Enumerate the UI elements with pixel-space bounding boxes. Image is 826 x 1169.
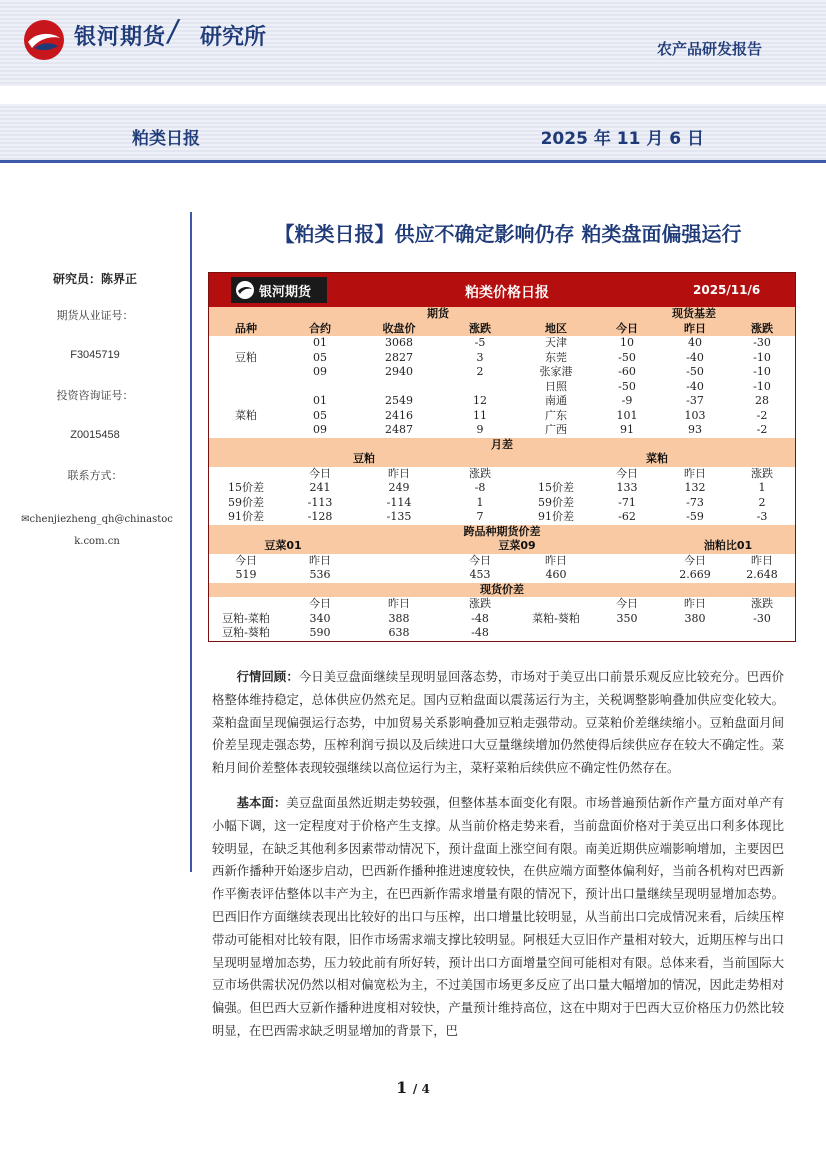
region-cell: 日照 [545, 379, 567, 393]
spot-spread-label: 现货价差 [209, 583, 795, 598]
basis-today-cell: -9 [621, 394, 633, 408]
table-header [209, 273, 795, 307]
page-number [0, 1078, 826, 1097]
futures-rows [209, 336, 795, 438]
col-today: 今日 [309, 597, 331, 611]
close-cell: 2416 [385, 408, 413, 422]
spread-soy-today-cell: 241 [309, 481, 331, 495]
col-yday: 昨日 [684, 597, 706, 611]
col-chg: 涨跌 [751, 597, 773, 611]
region-cell: 东莞 [545, 350, 567, 364]
month-spread-header [209, 438, 795, 453]
col-chg: 涨跌 [469, 466, 491, 480]
product-cell [209, 365, 283, 380]
spot-a-yday-cell: 638 [388, 626, 410, 640]
spread-rape-name-cell: 91价差 [538, 510, 574, 524]
col-today: 今日 [616, 466, 638, 480]
spot-b-yday-cell [661, 626, 729, 641]
col-header: 今日 [593, 322, 661, 337]
invest-label: 投资咨询证号： [56, 389, 134, 402]
spread-soy-yday-cell: -135 [386, 510, 412, 524]
cross-spread-values [209, 568, 795, 583]
product-cell [209, 394, 283, 409]
invest-number: Z0015458 [70, 429, 120, 441]
spot-b-today-cell: 350 [616, 611, 638, 625]
basis-change-cell: -10 [753, 365, 771, 379]
daily-name: 粕类日报 [132, 129, 200, 149]
col-chg: 涨跌 [469, 597, 491, 611]
spot-b-name-cell: 菜粕-葵粕 [532, 611, 580, 625]
spread-rape-name-cell: 59价差 [538, 495, 574, 509]
product-cell: 豆粕 [235, 350, 257, 364]
spot-a-today-cell: 340 [309, 611, 331, 625]
sidebar-divider [190, 212, 192, 872]
col-yday: 昨日 [751, 553, 773, 567]
col-header: 合约 [283, 322, 357, 337]
futures-group-header [209, 307, 795, 322]
spot-a-chg-cell: -48 [471, 626, 489, 640]
col-header: 收盘价 [357, 322, 441, 337]
basis-change-cell: -2 [756, 423, 768, 437]
cross-spread-col-header [209, 554, 795, 569]
basis-yday-cell: 103 [684, 408, 706, 422]
col-today: 今日 [235, 553, 257, 567]
analyst-sidebar [0, 270, 190, 553]
month-spread-row [209, 510, 795, 525]
basis-change-cell: -30 [753, 336, 771, 350]
cross-c-name: 油粕比01 [661, 539, 795, 554]
col-header: 地区 [519, 322, 593, 337]
spread-rape-today-cell: 133 [616, 481, 638, 495]
cross-b-yday: 460 [545, 568, 567, 582]
page-total: / 4 [412, 1082, 430, 1096]
spot-b-name-cell [519, 626, 593, 641]
spot-spread-row [209, 612, 795, 627]
spread-soy-name-cell: 59价差 [228, 495, 264, 509]
col-today: 今日 [469, 553, 491, 567]
futures-row [209, 394, 795, 409]
soy-label: 豆粕 [209, 452, 519, 467]
basis-change-cell: -10 [753, 379, 771, 393]
basis-yday-cell: -50 [686, 365, 704, 379]
month-spread-rows [209, 481, 795, 525]
col-header: 涨跌 [729, 322, 795, 337]
page-title: 【粕类日报】供应不确定影响仍存 粕类盘面偏强运行 [274, 222, 742, 246]
futures-col-header [209, 322, 795, 337]
table-title: 粕类价格日报 [465, 285, 549, 301]
report-type: 农产品研发报告 [656, 40, 762, 58]
basis-change-cell: -2 [756, 408, 768, 422]
basis-yday-cell: -40 [686, 350, 704, 364]
spread-rape-yday-cell: -73 [686, 495, 704, 509]
col-yday: 昨日 [684, 466, 706, 480]
col-today: 今日 [616, 597, 638, 611]
brand-separator: / [164, 14, 182, 49]
month-spread-col-header [209, 467, 795, 482]
product-cell: 菜粕 [235, 408, 257, 422]
spread-rape-name-cell: 15价差 [538, 481, 574, 495]
spot-a-yday-cell: 388 [388, 611, 410, 625]
spot-b-chg-cell: -30 [753, 611, 771, 625]
license-label: 期货从业证号： [56, 309, 134, 322]
region-cell: 广西 [545, 423, 567, 437]
close-cell: 2487 [385, 423, 413, 437]
spot-a-today-cell: 590 [309, 626, 331, 640]
market-review-text: 今日美豆盘面继续呈现明显回落态势，市场对于美豆出口前景乐观反应比较充分。巴西价格整体维持稳定，总体供应仍然充足。国内豆粕盘面以震荡运行为主，关税调整影响叠加供应变化较大。菜粕盘面呈现偏强运行态势，中加贸易关系影响叠加豆粕走强带动。豆菜粕价差继续缩小。豆粕盘面月间价差呈现走强态势，压榨利润亏损以及后续进口大豆量继续增加仍然使得后续供应存在较大不确定性。菜粕月间价差整体表现较强继续以高位运行为主，菜籽菜粕后续供应不确定性仍然存在。 [212, 670, 784, 776]
col-today: 今日 [684, 553, 706, 567]
col-today: 今日 [309, 466, 331, 480]
product-cell [209, 336, 283, 351]
futures-row [209, 380, 795, 395]
futures-row [209, 351, 795, 366]
region-cell: 张家港 [539, 365, 573, 379]
spread-soy-today-cell: -128 [307, 510, 333, 524]
license-number: F3045719 [70, 349, 120, 361]
spread-soy-yday-cell: 249 [388, 481, 410, 495]
table-logo [231, 277, 327, 303]
cross-a-name: 豆菜01 [209, 539, 357, 554]
price-table [208, 272, 796, 642]
spread-soy-name-cell: 15价差 [228, 481, 264, 495]
spot-b-yday-cell: 380 [684, 611, 706, 625]
futures-row [209, 365, 795, 380]
basis-today-cell: 91 [620, 423, 634, 437]
col-yday: 昨日 [388, 466, 410, 480]
contract-cell: 01 [313, 394, 327, 408]
change-cell: -5 [474, 336, 486, 350]
spot-spread-header [209, 583, 795, 598]
basis-today-cell: 10 [620, 336, 634, 350]
brand-department: 研究所 [200, 25, 267, 50]
region-cell: 天津 [545, 336, 567, 350]
change-cell: 3 [476, 350, 484, 364]
contact-label: 联系方式： [67, 469, 123, 482]
galaxy-logo-icon [22, 18, 66, 62]
cross-b-name: 豆菜09 [441, 539, 593, 554]
spot-a-name-cell: 豆粕-葵粕 [222, 626, 270, 640]
spread-rape-chg-cell: -3 [756, 510, 768, 524]
cross-spread-header [209, 525, 795, 540]
contract-cell: 05 [313, 350, 327, 364]
month-spread-products [209, 452, 795, 467]
contract-cell: 05 [313, 408, 327, 422]
basis-today-cell: -50 [618, 350, 636, 364]
report-date: 2025 年 11 月 6 日 [540, 129, 704, 149]
table-logo-text: 银河期货 [259, 284, 312, 300]
product-cell [209, 380, 283, 395]
subheader-rule [0, 160, 826, 163]
futures-row [209, 423, 795, 438]
close-cell [357, 380, 441, 395]
spread-soy-yday-cell: -114 [386, 495, 412, 509]
fundamentals-label: 基本面： [236, 795, 287, 810]
futures-label: 期货 [357, 307, 519, 322]
col-yday: 昨日 [309, 553, 331, 567]
region-cell: 南通 [545, 394, 567, 408]
change-cell: 12 [473, 394, 487, 408]
spot-basis-label: 现货基差 [593, 307, 795, 322]
cross-a-yday: 536 [309, 568, 331, 582]
basis-change-cell: 28 [755, 394, 769, 408]
close-cell: 3068 [385, 336, 413, 350]
col-yday: 昨日 [388, 597, 410, 611]
month-spread-label: 月差 [209, 438, 795, 453]
contract-cell: 09 [313, 365, 327, 379]
spread-soy-today-cell: -113 [307, 495, 333, 509]
basis-today-cell: -60 [618, 365, 636, 379]
col-header: 品种 [209, 322, 283, 337]
spot-spread-col-header [209, 597, 795, 612]
cross-a-today: 519 [235, 568, 257, 582]
analyst-name: 研究员：陈界正 [52, 272, 137, 286]
spread-rape-today-cell: -62 [618, 510, 636, 524]
spread-rape-today-cell: -71 [618, 495, 636, 509]
market-review-paragraph [212, 666, 784, 780]
price-grid [209, 307, 795, 641]
contract-cell: 09 [313, 423, 327, 437]
rape-label: 菜粕 [519, 452, 795, 467]
col-yday: 昨日 [545, 553, 567, 567]
spot-b-today-cell [593, 626, 661, 641]
fundamentals-paragraph [212, 792, 784, 1043]
close-cell: 2827 [385, 350, 413, 364]
email-link[interactable]: ✉chenjiezheng_qh@chinastock.com.cn [21, 514, 173, 547]
galaxy-logo-small-icon [235, 280, 255, 300]
cross-c-yday: 2.648 [746, 568, 778, 582]
page-current: 1 [396, 1078, 408, 1097]
cross-spread-names [209, 539, 795, 554]
basis-yday-cell: 93 [688, 423, 702, 437]
col-header: 涨跌 [441, 322, 519, 337]
report-body [212, 666, 784, 1055]
product-cell [209, 423, 283, 438]
spot-a-chg-cell: -48 [471, 611, 489, 625]
spot-a-name-cell: 豆粕-菜粕 [222, 611, 270, 625]
close-cell: 2549 [385, 394, 413, 408]
spread-soy-chg-cell: 1 [476, 495, 484, 509]
table-date: 2025/11/6 [693, 283, 761, 297]
spread-rape-chg-cell: 1 [758, 481, 766, 495]
spread-soy-name-cell: 91价差 [228, 510, 264, 524]
change-cell [441, 380, 519, 395]
cross-spread-label: 跨品种期货价差 [209, 525, 795, 540]
col-chg: 涨跌 [751, 466, 773, 480]
basis-today-cell: 101 [616, 408, 638, 422]
cross-b-today: 453 [469, 568, 491, 582]
brand-name: 银河期货 [74, 25, 167, 50]
change-cell: 2 [476, 365, 484, 379]
basis-today-cell: -50 [618, 379, 636, 393]
col-header: 昨日 [661, 322, 729, 337]
futures-row [209, 409, 795, 424]
contract-cell: 01 [313, 336, 327, 350]
spot-b-chg-cell [729, 626, 795, 641]
basis-yday-cell: 40 [688, 336, 702, 350]
spot-spread-row [209, 626, 795, 641]
month-spread-row [209, 481, 795, 496]
spread-rape-yday-cell: 132 [684, 481, 706, 495]
spot-spread-rows [209, 612, 795, 641]
region-cell: 广东 [545, 408, 567, 422]
fundamentals-text: 美豆盘面虽然近期走势较强，但整体基本面变化有限。市场普遍预估新作产量方面对单产有小幅下调，这一定程度对于价格产生支撑。从当前价格走势来看，当前盘面价格对于美豆出口利多体现比较明显，在缺乏其他利多因素带动情况下，预计盘面上涨空间有限。南美近期供应端影响增加，主要因巴西新作播种开始逐步启动，巴西新作播种推进速度较快，在供应端方面整体偏利好，当前各机构对巴西新作平衡表评估整体以丰产为主，在巴西新作需求增量有限的情况下，预计出口量继续呈现明显增加态势。巴西旧作方面继续表现出比较好的出口与压榨，出口增量比较明显，从当前出口完成情况来看，后续压榨带动可能相对比较有限，旧作市场需求端支撑比较明显。阿根廷大豆旧作产量相对较大，近期压榨与出口呈现明显增加态势，压力较此前有所好转，预计出口方面增量空间可能相对有限。总体来看，当前国际大豆市场供需状况仍然以相对偏宽松为主，不过美国市场更多反应了出口量大幅增加的情况，因此走势相对偏强。但巴西大豆新作播种进度相对较快，产量预计维持高位，这在中期对于巴西大豆价格压力仍然比较明显，在巴西需求缺乏明显增加的背景下，巴 [212, 795, 784, 1038]
cross-c-today: 2.669 [679, 568, 711, 582]
basis-yday-cell: -37 [686, 394, 704, 408]
change-cell: 9 [476, 423, 484, 437]
spread-rape-yday-cell: -59 [686, 510, 704, 524]
spread-soy-chg-cell: 7 [476, 510, 484, 524]
spread-soy-chg-cell: -8 [474, 481, 486, 495]
close-cell: 2940 [385, 365, 413, 379]
basis-change-cell: -10 [753, 350, 771, 364]
change-cell: 11 [473, 408, 487, 422]
contract-cell [283, 380, 357, 395]
month-spread-row [209, 496, 795, 511]
market-review-label: 行情回顾： [236, 670, 299, 684]
futures-row [209, 336, 795, 351]
spread-rape-chg-cell: 2 [758, 495, 766, 509]
basis-yday-cell: -40 [686, 379, 704, 393]
